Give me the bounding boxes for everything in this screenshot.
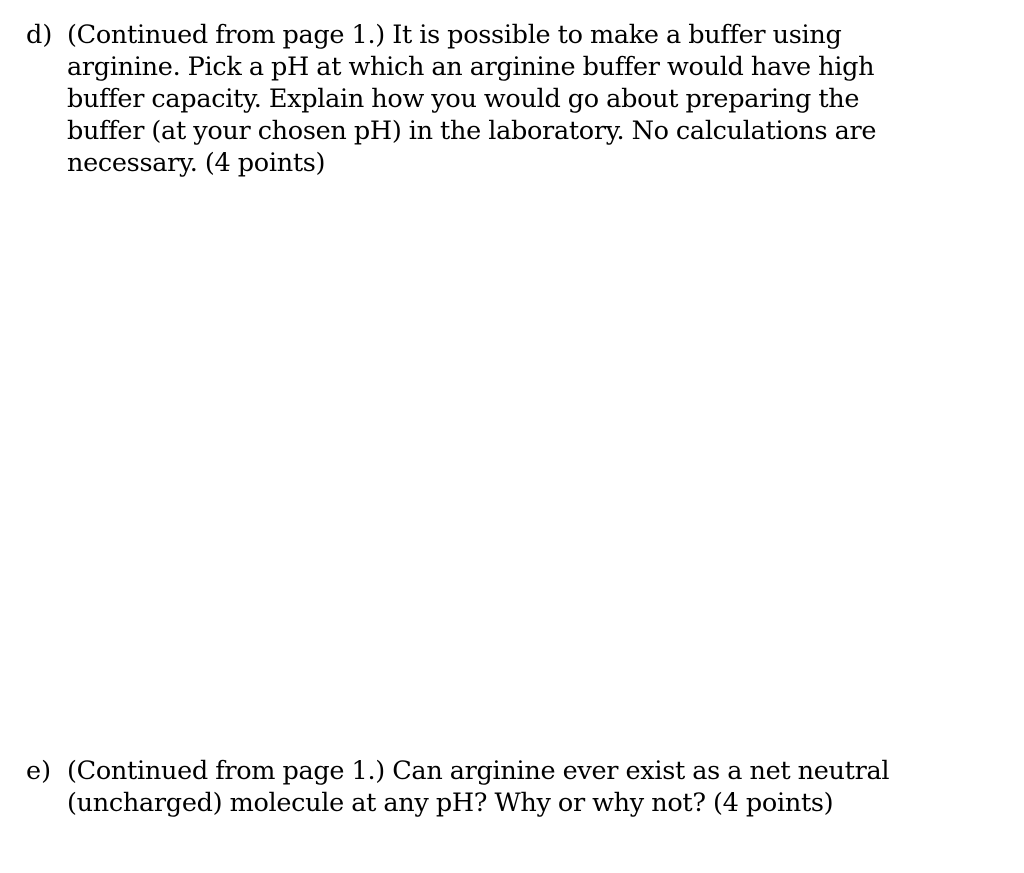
question-line: necessary. (4 points) bbox=[67, 148, 326, 178]
question-line: (uncharged) molecule at any pH? Why or why not? (4 points) bbox=[67, 788, 834, 818]
question-line: (Continued from page 1.) It is possible to make a buffer using bbox=[67, 20, 842, 50]
question-line: buffer capacity. Explain how you would go about preparing the bbox=[67, 84, 860, 114]
question-e bbox=[26, 755, 986, 819]
question-d bbox=[26, 19, 986, 179]
question-label: d) bbox=[26, 20, 53, 50]
question-line: (Continued from page 1.) Can arginine ever exist as a net neutral bbox=[67, 756, 890, 786]
question-text bbox=[67, 755, 986, 819]
question-line: arginine. Pick a pH at which an arginine buffer would have high bbox=[67, 52, 875, 82]
question-line: buffer (at your chosen pH) in the laboratory. No calculations are bbox=[67, 116, 877, 146]
question-text bbox=[67, 19, 986, 179]
question-label: e) bbox=[26, 756, 52, 786]
